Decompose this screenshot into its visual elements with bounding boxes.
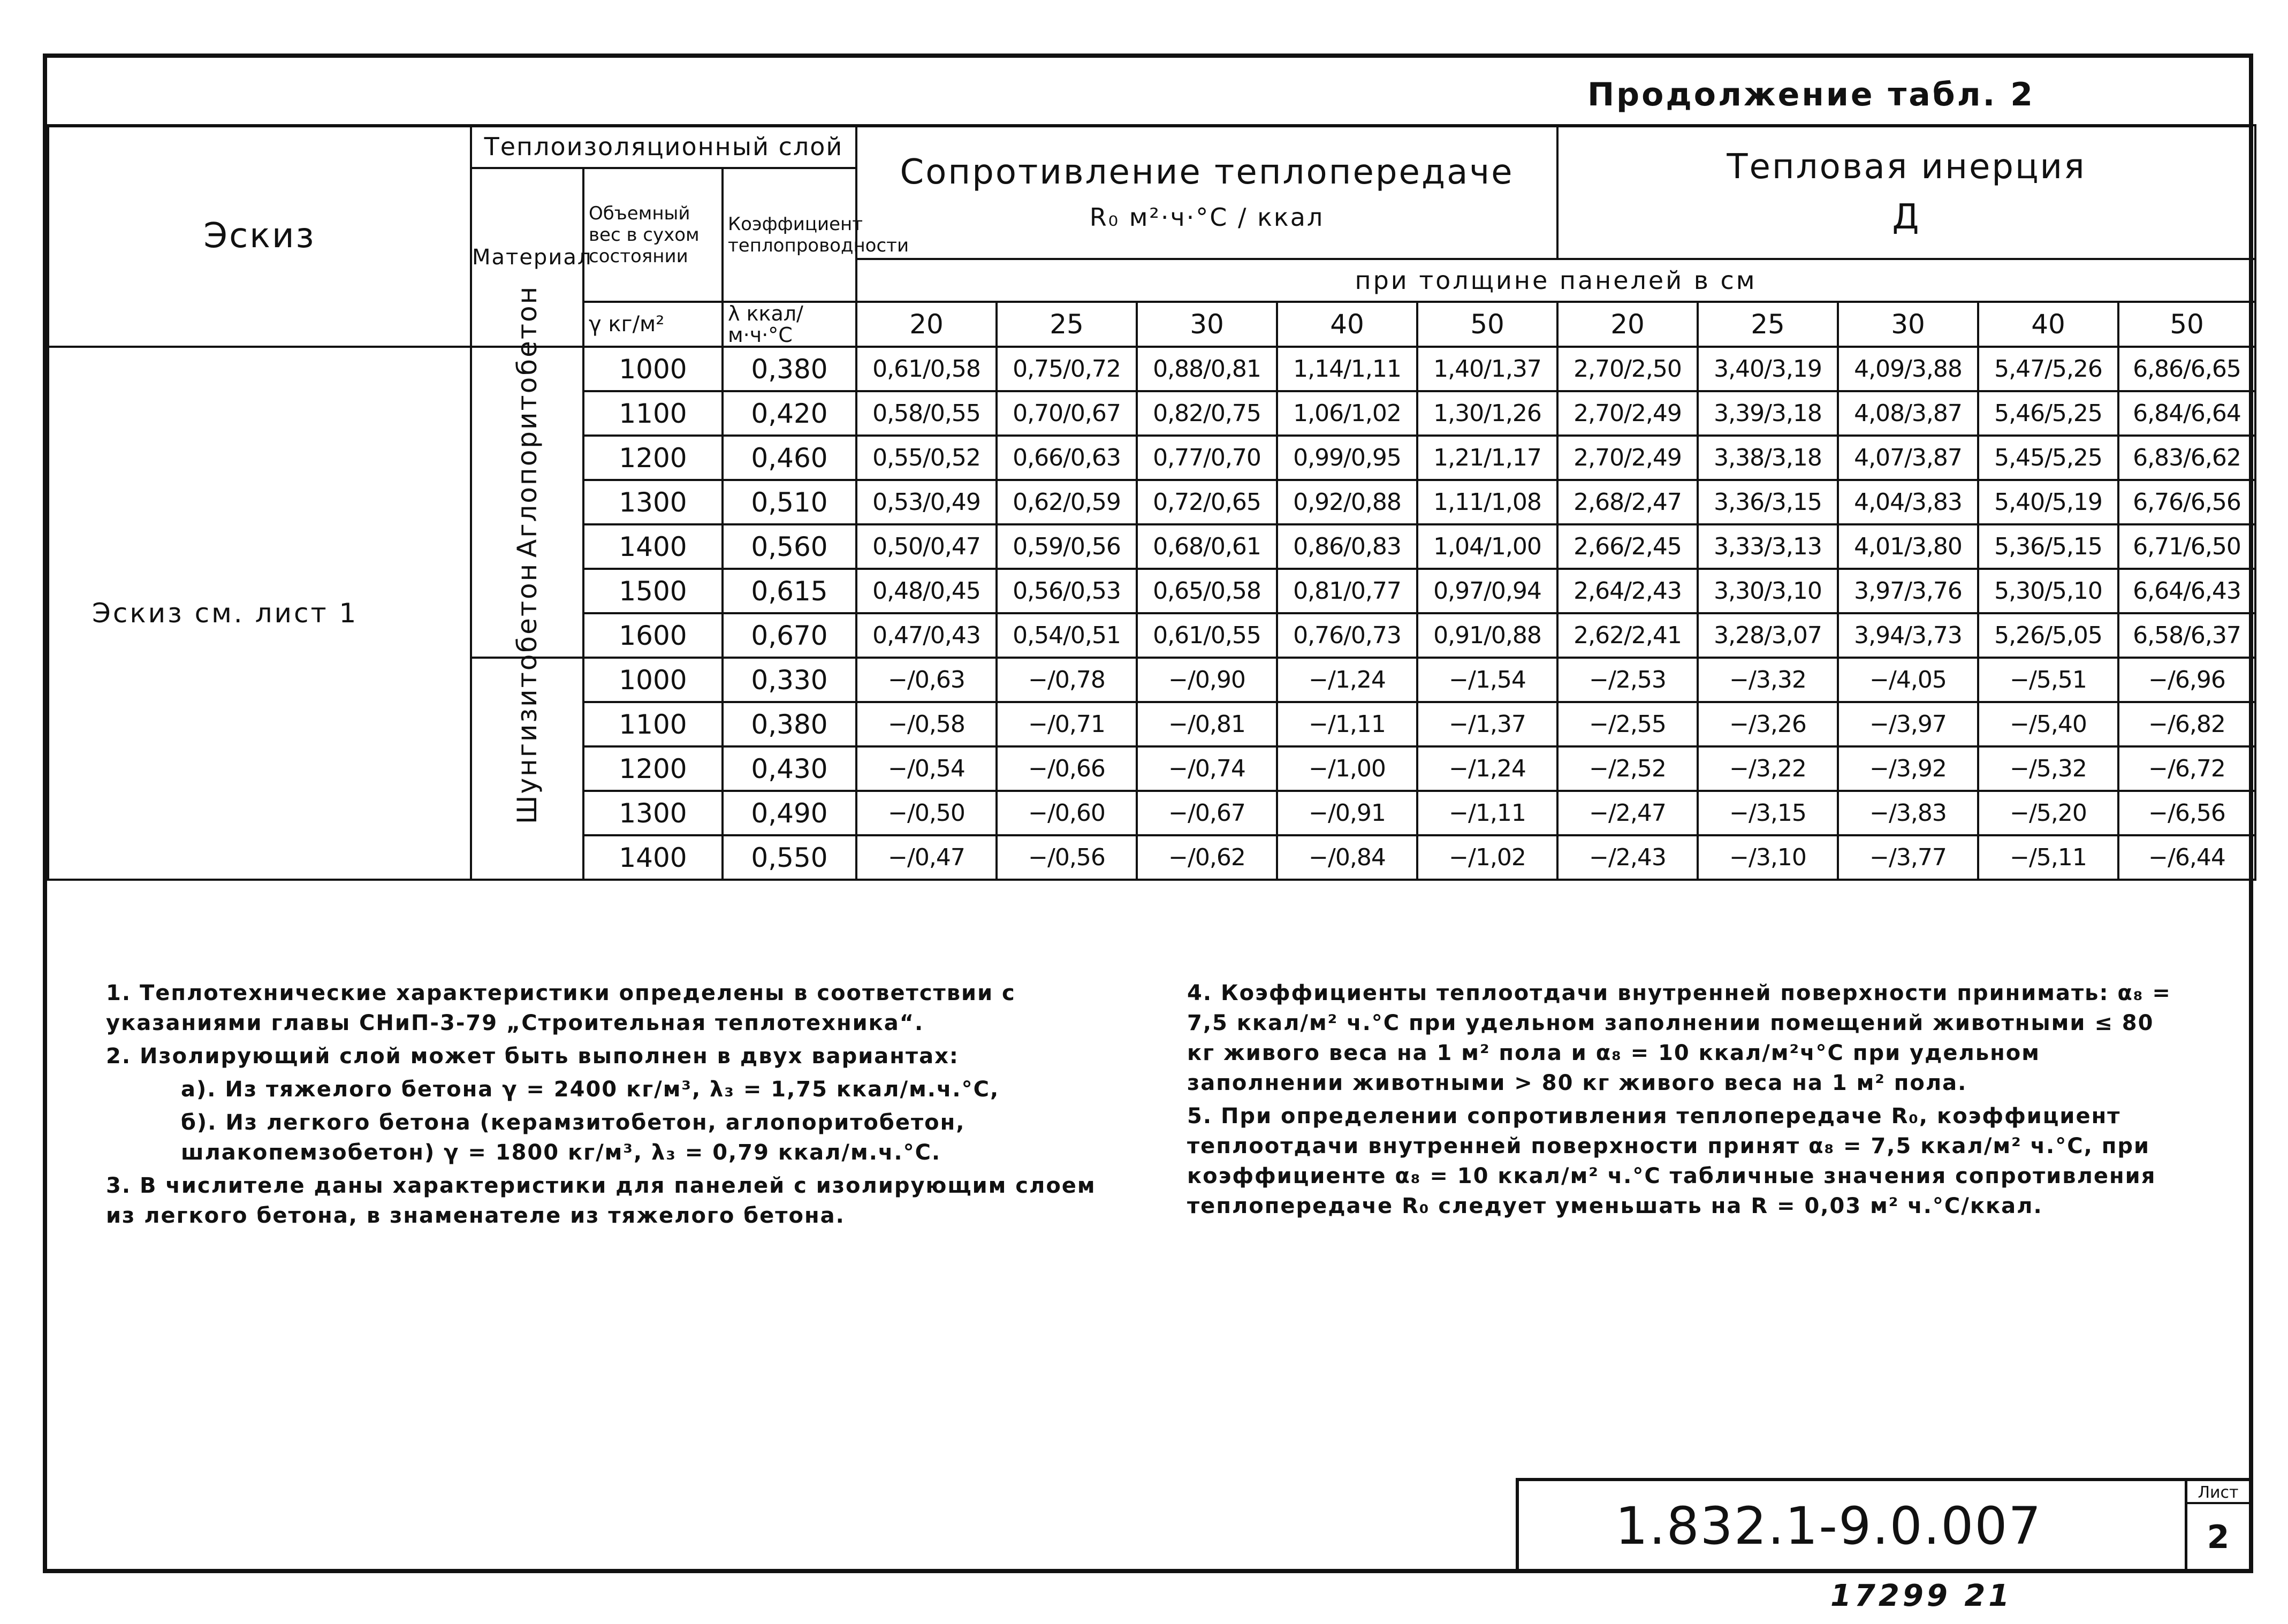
continuation-label: Продолжение табл. 2: [1587, 76, 2035, 113]
resistance-cell: 1,04/1,00: [1417, 524, 1557, 569]
resistance-header: [856, 125, 1557, 259]
inertia-cell: 2,68/2,47: [1557, 480, 1698, 524]
density-value: 1000: [583, 658, 723, 702]
density-value: 1600: [583, 613, 723, 658]
inertia-cell: 2,70/2,49: [1557, 391, 1698, 436]
resistance-cell: −/1,24: [1417, 746, 1557, 791]
note-2a: а). Из тяжелого бетона γ = 2400 кг/м³, λ₃ = 1,75 ккал/м.ч.°С,: [181, 1077, 1000, 1102]
resistance-cell: −/1,11: [1417, 791, 1557, 835]
resistance-cell: −/0,90: [1137, 658, 1277, 702]
document-number: 1.832.1-9.0.007: [1615, 1496, 2042, 1556]
inertia-cell: 3,97/3,76: [1838, 569, 1978, 613]
inertia-title: Тепловая инерция: [1727, 147, 2086, 187]
thickness-col-2: 25: [997, 302, 1137, 347]
inertia-cell: 3,94/3,73: [1838, 613, 1978, 658]
inertia-cell: 3,39/3,18: [1698, 391, 1838, 436]
inertia-cell: −/2,52: [1557, 746, 1698, 791]
resistance-cell: 1,40/1,37: [1417, 347, 1557, 391]
note-2b: б). Из легкого бетона (керамзитобетон, аглопоритобетон, шлакопемзобетон) γ = 1800 кг/м³, λ₃ = 0,79 ккал/м.ч.°С.: [181, 1110, 966, 1165]
sheet-box: [2185, 1481, 2249, 1569]
thickness-col-5: 50: [1417, 302, 1557, 347]
inertia-cell: −/2,47: [1557, 791, 1698, 835]
inertia-cell: −/5,32: [1978, 746, 2118, 791]
resistance-cell: 0,99/0,95: [1277, 436, 1417, 480]
density-value: 1100: [583, 702, 723, 746]
thickness-col-8: 30: [1838, 302, 1978, 347]
inertia-cell: 2,70/2,50: [1557, 347, 1698, 391]
lambda-value: 0,670: [723, 613, 856, 658]
inertia-cell: 2,70/2,49: [1557, 436, 1698, 480]
resistance-cell: −/0,81: [1137, 702, 1277, 746]
density-value: 1500: [583, 569, 723, 613]
table-row: [48, 347, 2255, 391]
inertia-cell: 2,66/2,45: [1557, 524, 1698, 569]
note-1: 1. Теплотехнические характеристики определены в соответствии с указаниями главы СНиП-3-79 „Строительная теплотехника“.: [106, 981, 1016, 1035]
lambda-value: 0,460: [723, 436, 856, 480]
inertia-cell: 6,76/6,56: [2118, 480, 2255, 524]
material-name: [471, 562, 583, 880]
density-value: 1400: [583, 524, 723, 569]
resistance-unit: R₀ м²·ч·°С / ккал: [1089, 203, 1325, 232]
density-value: 1200: [583, 746, 723, 791]
resistance-cell: 0,76/0,73: [1277, 613, 1417, 658]
inertia-cell: −/3,92: [1838, 746, 1978, 791]
resistance-cell: 0,56/0,53: [997, 569, 1137, 613]
material-label: Аглопоритобетон: [512, 285, 543, 558]
resistance-cell: 0,61/0,58: [856, 347, 997, 391]
density-value: 1300: [583, 480, 723, 524]
inertia-cell: −/3,83: [1838, 791, 1978, 835]
inertia-cell: 2,62/2,41: [1557, 613, 1698, 658]
resistance-cell: −/1,02: [1417, 835, 1557, 880]
inertia-cell: 4,08/3,87: [1838, 391, 1978, 436]
resistance-cell: 0,72/0,65: [1137, 480, 1277, 524]
resistance-cell: 0,91/0,88: [1417, 613, 1557, 658]
density-header: Объемный вес в сухом состоянии: [583, 168, 723, 302]
resistance-cell: 0,75/0,72: [997, 347, 1137, 391]
resistance-cell: 1,11/1,08: [1417, 480, 1557, 524]
inertia-cell: −/5,40: [1978, 702, 2118, 746]
inertia-cell: −/5,51: [1978, 658, 2118, 702]
lambda-value: 0,550: [723, 835, 856, 880]
density-value: 1000: [583, 347, 723, 391]
resistance-cell: 0,47/0,43: [856, 613, 997, 658]
resistance-cell: −/0,60: [997, 791, 1137, 835]
resistance-cell: −/0,67: [1137, 791, 1277, 835]
inertia-cell: 6,84/6,64: [2118, 391, 2255, 436]
inertia-cell: −/5,20: [1978, 791, 2118, 835]
sketch-header: Эскиз: [48, 125, 471, 347]
resistance-cell: −/0,91: [1277, 791, 1417, 835]
conductivity-unit: λ ккал/м·ч·°С: [723, 302, 856, 347]
resistance-cell: −/1,11: [1277, 702, 1417, 746]
inertia-cell: −/3,77: [1838, 835, 1978, 880]
thickness-col-7: 25: [1698, 302, 1838, 347]
notes-left: [106, 978, 1134, 1234]
note-2: 2. Изолирующий слой может быть выполнен в двух вариантах:: [106, 1044, 959, 1069]
thickness-col-1: 20: [856, 302, 997, 347]
inertia-cell: −/2,53: [1557, 658, 1698, 702]
notes-right: [1187, 978, 2177, 1224]
resistance-cell: 0,65/0,58: [1137, 569, 1277, 613]
thickness-col-10: 50: [2118, 302, 2255, 347]
inertia-cell: 6,83/6,62: [2118, 436, 2255, 480]
resistance-cell: 1,14/1,11: [1277, 347, 1417, 391]
resistance-cell: 1,30/1,26: [1417, 391, 1557, 436]
resistance-cell: 0,66/0,63: [997, 436, 1137, 480]
inertia-cell: −/3,26: [1698, 702, 1838, 746]
lambda-value: 0,430: [723, 746, 856, 791]
resistance-cell: −/1,24: [1277, 658, 1417, 702]
resistance-cell: 0,58/0,55: [856, 391, 997, 436]
insulation-layer-header: Теплоизоляционный слой: [471, 125, 856, 168]
title-block: [1516, 1478, 2249, 1569]
resistance-cell: −/0,63: [856, 658, 997, 702]
resistance-cell: 1,06/1,02: [1277, 391, 1417, 436]
sketch-reference: Эскиз см. лист 1: [48, 347, 471, 880]
inertia-cell: −/4,05: [1838, 658, 1978, 702]
inertia-cell: −/5,11: [1978, 835, 2118, 880]
lambda-value: 0,615: [723, 569, 856, 613]
inertia-cell: 4,04/3,83: [1838, 480, 1978, 524]
resistance-cell: 0,59/0,56: [997, 524, 1137, 569]
resistance-cell: 1,21/1,17: [1417, 436, 1557, 480]
inertia-cell: −/6,96: [2118, 658, 2255, 702]
resistance-cell: 0,54/0,51: [997, 613, 1137, 658]
inertia-cell: −/6,72: [2118, 746, 2255, 791]
material-header: Материал: [471, 168, 583, 347]
inertia-cell: 3,30/3,10: [1698, 569, 1838, 613]
inertia-cell: −/3,22: [1698, 746, 1838, 791]
lambda-value: 0,490: [723, 791, 856, 835]
resistance-cell: 0,53/0,49: [856, 480, 997, 524]
inertia-header: [1557, 125, 2255, 259]
inertia-cell: 6,71/6,50: [2118, 524, 2255, 569]
thickness-col-9: 40: [1978, 302, 2118, 347]
resistance-cell: 0,77/0,70: [1137, 436, 1277, 480]
resistance-cell: −/0,50: [856, 791, 997, 835]
resistance-cell: 0,86/0,83: [1277, 524, 1417, 569]
inertia-cell: −/2,55: [1557, 702, 1698, 746]
resistance-cell: 0,50/0,47: [856, 524, 997, 569]
lambda-value: 0,510: [723, 480, 856, 524]
thickness-col-6: 20: [1557, 302, 1698, 347]
inertia-cell: −/3,32: [1698, 658, 1838, 702]
inertia-cell: 5,47/5,26: [1978, 347, 2118, 391]
sheet-number: 2: [2207, 1519, 2230, 1556]
resistance-cell: 0,55/0,52: [856, 436, 997, 480]
resistance-cell: 0,88/0,81: [1137, 347, 1277, 391]
inertia-cell: 6,64/6,43: [2118, 569, 2255, 613]
inertia-cell: 2,64/2,43: [1557, 569, 1698, 613]
resistance-cell: 0,61/0,55: [1137, 613, 1277, 658]
lambda-value: 0,560: [723, 524, 856, 569]
resistance-cell: 0,92/0,88: [1277, 480, 1417, 524]
resistance-cell: 0,70/0,67: [997, 391, 1137, 436]
resistance-cell: −/0,54: [856, 746, 997, 791]
resistance-cell: 0,48/0,45: [856, 569, 997, 613]
resistance-cell: −/0,78: [997, 658, 1137, 702]
lambda-value: 0,380: [723, 702, 856, 746]
inertia-cell: −/3,97: [1838, 702, 1978, 746]
inertia-cell: 3,36/3,15: [1698, 480, 1838, 524]
inertia-cell: −/6,82: [2118, 702, 2255, 746]
inertia-cell: −/2,43: [1557, 835, 1698, 880]
inertia-cell: 3,40/3,19: [1698, 347, 1838, 391]
note-5: 5. При определении сопротивления теплопередаче R₀, коэффициент теплоотдачи внутренней поверхности принят α₈ = 7,5 ккал/м² ч.°С, при коэффициенте α₈ = 10 ккал/м² ч.°С табличные значения сопротивления теплопередаче R₀ следует уменьшать на R = 0,03 м² ч.°С/ккал.: [1187, 1104, 2156, 1218]
inertia-cell: 3,28/3,07: [1698, 613, 1838, 658]
density-unit: γ кг/м²: [583, 302, 723, 347]
resistance-cell: −/0,71: [997, 702, 1137, 746]
drawing-sheet: [43, 54, 2253, 1573]
density-value: 1100: [583, 391, 723, 436]
resistance-cell: −/1,00: [1277, 746, 1417, 791]
inertia-cell: −/3,15: [1698, 791, 1838, 835]
resistance-cell: −/0,62: [1137, 835, 1277, 880]
resistance-title: Сопротивление теплопередаче: [900, 153, 1514, 192]
density-value: 1400: [583, 835, 723, 880]
inertia-cell: 6,58/6,37: [2118, 613, 2255, 658]
thermal-table: [47, 124, 2256, 881]
resistance-cell: 0,81/0,77: [1277, 569, 1417, 613]
note-3: 3. В числителе даны характеристики для панелей с изолирующим слоем из легкого бетона, в знаменателе из тяжелого бетона.: [106, 1173, 1096, 1228]
inertia-cell: 4,01/3,80: [1838, 524, 1978, 569]
resistance-cell: −/0,84: [1277, 835, 1417, 880]
resistance-cell: −/0,47: [856, 835, 997, 880]
resistance-cell: −/0,58: [856, 702, 997, 746]
inertia-cell: 5,40/5,19: [1978, 480, 2118, 524]
lambda-value: 0,420: [723, 391, 856, 436]
resistance-cell: 0,82/0,75: [1137, 391, 1277, 436]
continuation-header: [47, 58, 2249, 127]
sheet-label: Лист: [2187, 1483, 2249, 1504]
resistance-cell: −/0,66: [997, 746, 1137, 791]
inertia-symbol: Д: [1892, 197, 1921, 237]
inertia-cell: 4,07/3,87: [1838, 436, 1978, 480]
inertia-cell: 5,36/5,15: [1978, 524, 2118, 569]
conductivity-header: Коэффициент теплопроводности: [723, 168, 856, 302]
resistance-cell: 0,68/0,61: [1137, 524, 1277, 569]
inertia-cell: 5,26/5,05: [1978, 613, 2118, 658]
archive-number: 17299 21: [1830, 1579, 2013, 1613]
inertia-cell: −/3,10: [1698, 835, 1838, 880]
resistance-cell: −/0,56: [997, 835, 1137, 880]
resistance-cell: −/0,74: [1137, 746, 1277, 791]
inertia-cell: −/6,56: [2118, 791, 2255, 835]
density-value: 1200: [583, 436, 723, 480]
inertia-cell: 6,86/6,65: [2118, 347, 2255, 391]
thickness-col-3: 30: [1137, 302, 1277, 347]
inertia-cell: 4,09/3,88: [1838, 347, 1978, 391]
resistance-cell: −/1,37: [1417, 702, 1557, 746]
density-value: 1300: [583, 791, 723, 835]
thickness-header: при толщине панелей в см: [856, 259, 2255, 302]
inertia-cell: 3,38/3,18: [1698, 436, 1838, 480]
thickness-col-4: 40: [1277, 302, 1417, 347]
inertia-cell: 5,30/5,10: [1978, 569, 2118, 613]
material-label: Шунгизитобетон: [512, 562, 543, 824]
lambda-value: 0,380: [723, 347, 856, 391]
resistance-cell: 0,62/0,59: [997, 480, 1137, 524]
inertia-cell: 5,45/5,25: [1978, 436, 2118, 480]
resistance-cell: 0,97/0,94: [1417, 569, 1557, 613]
note-4: 4. Коэффициенты теплоотдачи внутренней поверхности принимать: α₈ = 7,5 ккал/м² ч.°С при удельном заполнении помещений животными ≤ 80 кг живого веса на 1 м² пола и α₈ = 10 ккал/м²ч°С при удельном заполнении животными > 80 кг живого веса на 1 м² пола.: [1187, 981, 2171, 1095]
inertia-cell: 5,46/5,25: [1978, 391, 2118, 436]
inertia-cell: −/6,44: [2118, 835, 2255, 880]
resistance-cell: −/1,54: [1417, 658, 1557, 702]
inertia-cell: 3,33/3,13: [1698, 524, 1838, 569]
lambda-value: 0,330: [723, 658, 856, 702]
